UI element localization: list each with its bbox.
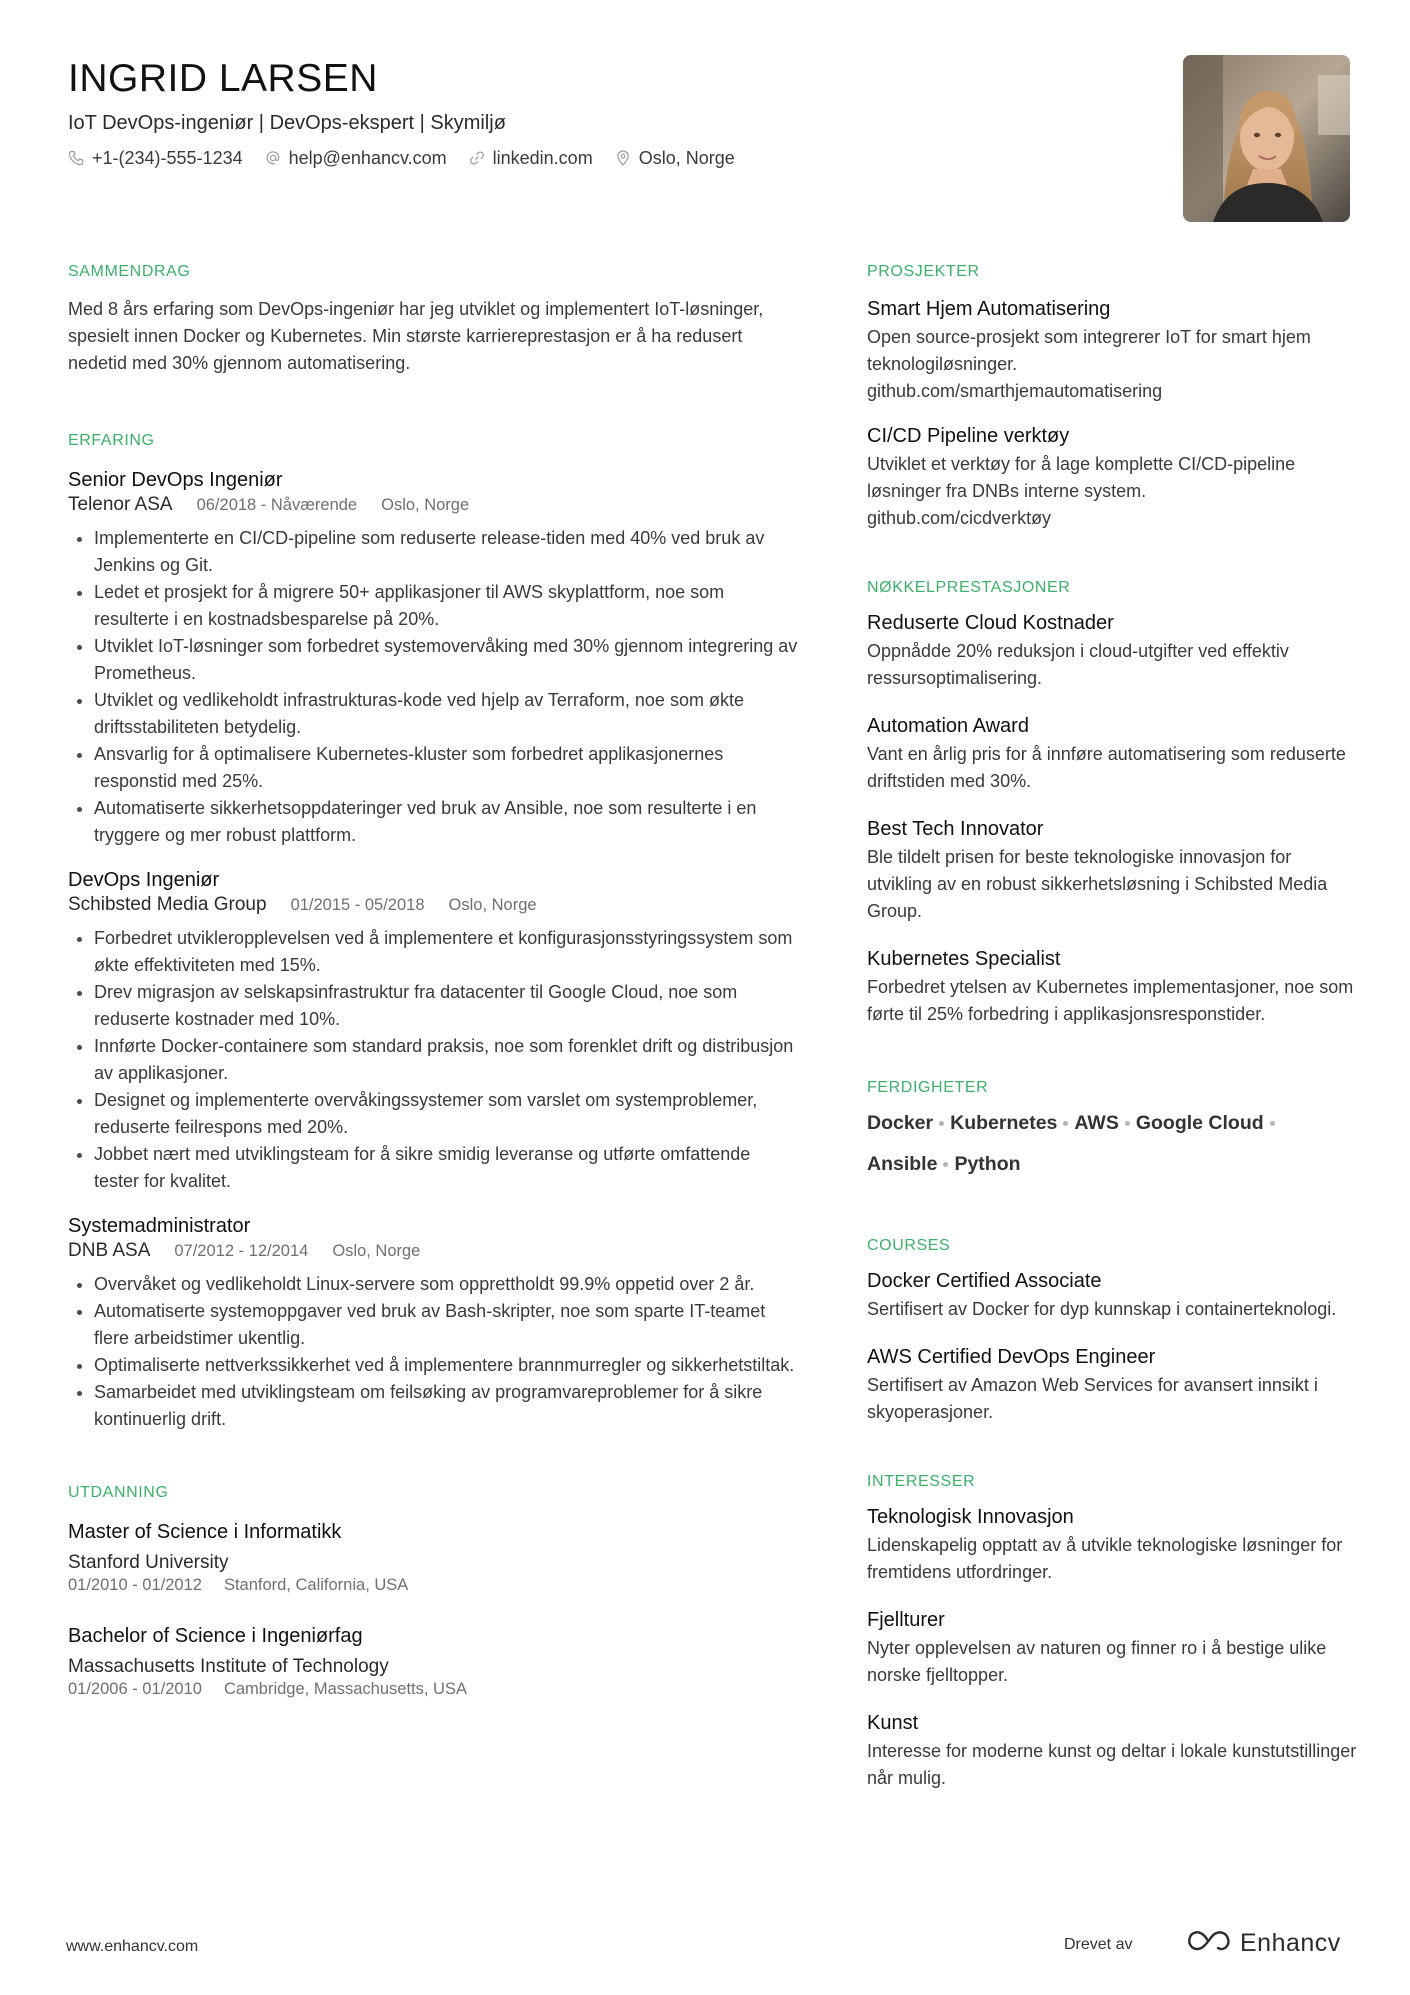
job-location: Oslo, Norge [448, 896, 537, 914]
profile-photo [1183, 55, 1350, 222]
job-location: Oslo, Norge [381, 496, 470, 514]
job-dates: 01/2015 - 05/2018 [290, 896, 425, 914]
education-meta [68, 1679, 798, 1699]
job-bullet: Implementerte en CI/CD-pipeline som reduserte release-tiden med 40% ved bruk av Jenkins og Git. [68, 525, 798, 579]
project-entry [867, 423, 1357, 532]
job-title: Senior DevOps Ingeniør [68, 469, 283, 491]
link-icon [469, 150, 485, 166]
job-entry [68, 867, 798, 1195]
skill-tag: Google Cloud [1136, 1110, 1281, 1137]
job-bullet: Innførte Docker-containere som standard praksis, noe som forenklet drift og distribusjon av applikasjoner. [68, 1033, 798, 1087]
project-desc: Open source-prosjekt som integrerer IoT for smart hjem teknologiløsninger. [867, 327, 1311, 374]
job-title: Systemadministrator [68, 1215, 251, 1237]
course-entry [867, 1268, 1357, 1323]
skills-section [867, 1078, 1357, 1178]
contact-location [615, 146, 735, 170]
left-column [68, 262, 798, 1699]
job-bullet: Overvåket og vedlikeholdt Linux-servere som opprettholdt 99.9% oppetid over 2 år. [68, 1271, 798, 1298]
interest-desc: Nyter opplevelsen av naturen og finner ro i å bestige ulike norske fjelltopper. [867, 1638, 1327, 1685]
job-company: Schibsted Media Group [68, 894, 267, 915]
contact-phone [68, 146, 243, 170]
interest-entry [867, 1607, 1357, 1689]
right-column [867, 262, 1357, 1792]
project-link[interactable]: github.com/smarthjemautomatisering [867, 381, 1163, 401]
job-dates: 07/2012 - 12/2014 [174, 1242, 309, 1260]
separator-dot [1270, 1121, 1275, 1126]
job-meta [68, 893, 798, 917]
section-title-summary: SAMMENDRAG [68, 263, 191, 280]
section-title-education: UTDANNING [68, 1484, 169, 1501]
job-bullet: Utviklet og vedlikeholdt infrastrukturas-kode ved hjelp av Terraform, noe som økte driftsstabiliteten betydelig. [68, 687, 798, 741]
achievement-entry [867, 610, 1357, 692]
candidate-name: INGRID LARSEN [68, 57, 378, 100]
achievement-desc: Ble tildelt prisen for beste teknologiske innovasjon for utvikling av en robust sikkerhetsløsning i Schibsted Media Group. [867, 847, 1328, 921]
separator-dot [1063, 1121, 1068, 1126]
project-title: Smart Hjem Automatisering [867, 298, 1111, 320]
skill-tag: Docker [867, 1110, 950, 1137]
interest-title: Kunst [867, 1712, 919, 1734]
skill-tag: Ansible [867, 1151, 954, 1178]
separator-dot [1125, 1121, 1130, 1126]
achievement-desc: Oppnådde 20% reduksjon i cloud-utgifter ved effektiv ressursoptimalisering. [867, 641, 1289, 688]
job-bullet: Forbedret utvikleropplevelsen ved å implementere et konfigurasjonsstyringssystem som økte effektiviteten med 15%. [68, 925, 798, 979]
interest-entry [867, 1504, 1357, 1586]
location-pin-icon [615, 150, 631, 166]
interests-section [867, 1472, 1357, 1792]
section-title-interests: INTERESSER [867, 1473, 976, 1490]
interest-desc: Lidenskapelig opptatt av å utvikle teknologiske løsninger for fremtidens utfordringer. [867, 1535, 1343, 1582]
job-location: Oslo, Norge [332, 1242, 421, 1260]
contact-email[interactable] [265, 146, 447, 170]
achievement-entry [867, 946, 1357, 1028]
footer-website[interactable]: www.enhancv.com [66, 1938, 199, 1955]
job-company: DNB ASA [68, 1240, 151, 1261]
course-title: AWS Certified DevOps Engineer [867, 1346, 1156, 1368]
resume-header [68, 56, 1168, 170]
job-meta [68, 493, 798, 517]
job-bullet: Designet og implementerte overvåkingssystemer som varslet om systemproblemer, reduserte feilrespons med 20%. [68, 1087, 798, 1141]
project-entry [867, 296, 1357, 405]
contact-row [68, 146, 1168, 170]
skill-tag: AWS [1074, 1110, 1135, 1137]
enhancv-logo[interactable] [1186, 1928, 1341, 1959]
phone-icon [68, 150, 84, 166]
achievement-desc: Forbedret ytelsen av Kubernetes implementasjoner, noe som førte til 25% forbedring i applikasjonsresponstider. [867, 977, 1354, 1024]
interest-title: Teknologisk Innovasjon [867, 1506, 1074, 1528]
contact-linkedin[interactable] [469, 146, 593, 170]
enhancv-logo-text: Enhancv [1240, 1929, 1341, 1957]
job-entry [68, 1213, 798, 1433]
education-location: Stanford, California, USA [223, 1576, 409, 1594]
interest-title: Fjellturer [867, 1609, 945, 1631]
job-bullet: Optimaliserte nettverkssikkerhet ved å implementere brannmurregler og sikkerhetstiltak. [68, 1352, 798, 1379]
job-bullets [68, 525, 798, 849]
job-bullet: Drev migrasjon av selskapsinfrastruktur fra datacenter til Google Cloud, noe som reduserte kostnader med 10%. [68, 979, 798, 1033]
education-meta [68, 1575, 798, 1595]
job-bullets [68, 1271, 798, 1433]
job-bullet: Jobbet nært med utviklingsteam for å sikre smidig leveranse og utførte omfattende tester for kvalitet. [68, 1141, 798, 1195]
section-title-projects: PROSJEKTER [867, 263, 980, 280]
achievement-title: Automation Award [867, 715, 1029, 737]
job-meta [68, 1239, 798, 1263]
summary-section [68, 262, 798, 377]
job-entry [68, 467, 798, 849]
location-text: Oslo, Norge [638, 148, 735, 168]
section-title-skills: FERDIGHETER [867, 1079, 989, 1096]
projects-section [867, 262, 1357, 532]
experience-section [68, 431, 798, 1433]
section-title-courses: COURSES [867, 1237, 951, 1254]
achievements-section [867, 578, 1357, 1028]
education-degree: Master of Science i Informatikk [68, 1521, 342, 1543]
candidate-tagline: IoT DevOps-ingeniør | DevOps-ekspert | Skymiljø [68, 112, 506, 134]
education-degree: Bachelor of Science i Ingeniørfag [68, 1625, 363, 1647]
course-desc: Sertifisert av Docker for dyp kunnskap i containerteknologi. [867, 1299, 1337, 1319]
enhancv-logo-icon [1186, 1928, 1232, 1959]
achievement-entry [867, 713, 1357, 795]
separator-dot [943, 1162, 948, 1167]
email-address[interactable]: help@enhancv.com [288, 148, 447, 168]
section-title-achievements: NØKKELPRESTASJONER [867, 579, 1071, 596]
job-bullet: Samarbeidet med utviklingsteam om feilsøking av programvareproblemer for å sikre kontinuerlig drift. [68, 1379, 798, 1433]
education-dates: 01/2006 - 01/2010 [68, 1680, 202, 1698]
achievement-title: Reduserte Cloud Kostnader [867, 612, 1114, 634]
project-title: CI/CD Pipeline verktøy [867, 425, 1070, 447]
job-company: Telenor ASA [68, 494, 173, 515]
education-school: Stanford University [68, 1552, 229, 1573]
education-entry [68, 1623, 798, 1699]
education-school: Massachusetts Institute of Technology [68, 1656, 389, 1677]
project-link[interactable]: github.com/cicdverktøy [867, 508, 1052, 528]
section-title-experience: ERFARING [68, 432, 155, 449]
summary-text: Med 8 års erfaring som DevOps-ingeniør har jeg utviklet og implementert IoT-løsninger, spesielt innen Docker og Kubernetes. Min største karriereprestasjon er å ha redusert nedetid med 30% gjennom automatisering. [68, 299, 764, 373]
course-desc: Sertifisert av Amazon Web Services for avansert innsikt i skyoperasjoner. [867, 1375, 1318, 1422]
skill-tag: Python [954, 1153, 1021, 1175]
footer-powered-by: Drevet av [1064, 1936, 1133, 1953]
job-bullet: Automatiserte sikkerhetsoppdateringer ved bruk av Ansible, noe som resulterte i en tryggere og mer robust plattform. [68, 795, 798, 849]
interest-entry [867, 1710, 1357, 1792]
linkedin-link[interactable]: linkedin.com [492, 148, 593, 168]
course-entry [867, 1344, 1357, 1426]
at-icon [265, 150, 281, 166]
job-bullet: Ledet et prosjekt for å migrere 50+ applikasjoner til AWS skyplattform, noe som resulterte i en kostnadsbesparelse på 20%. [68, 579, 798, 633]
education-section [68, 1483, 798, 1699]
achievement-title: Best Tech Innovator [867, 818, 1044, 840]
phone-number: +1-(234)-555-1234 [92, 148, 243, 168]
job-bullets [68, 925, 798, 1195]
education-entry [68, 1519, 798, 1595]
courses-section [867, 1236, 1357, 1426]
job-bullet: Automatiserte systemoppgaver ved bruk av Bash-skripter, noe som sparte IT-teamet flere arbeidstimer ukentlig. [68, 1298, 798, 1352]
job-dates: 06/2018 - Nåværende [196, 496, 358, 514]
separator-dot [939, 1121, 944, 1126]
education-dates: 01/2010 - 01/2012 [68, 1576, 202, 1594]
achievement-desc: Vant en årlig pris for å innføre automatisering som reduserte driftstiden med 30%. [867, 744, 1346, 791]
achievement-title: Kubernetes Specialist [867, 948, 1061, 970]
achievement-entry [867, 816, 1357, 925]
skill-tag: Kubernetes [950, 1110, 1074, 1137]
interest-desc: Interesse for moderne kunst og deltar i lokale kunstutstillinger når mulig. [867, 1741, 1357, 1788]
job-bullet: Utviklet IoT-løsninger som forbedret systemovervåking med 30% gjennom integrering av Prometheus. [68, 633, 798, 687]
job-bullet: Ansvarlig for å optimalisere Kubernetes-kluster som forbedret applikasjonernes responstid med 25%. [68, 741, 798, 795]
job-title: DevOps Ingeniør [68, 869, 220, 891]
skills-list [867, 1110, 1307, 1178]
project-desc: Utviklet et verktøy for å lage komplette CI/CD-pipeline løsninger fra DNBs interne system. [867, 454, 1296, 501]
course-title: Docker Certified Associate [867, 1270, 1102, 1292]
education-location: Cambridge, Massachusetts, USA [223, 1680, 467, 1698]
